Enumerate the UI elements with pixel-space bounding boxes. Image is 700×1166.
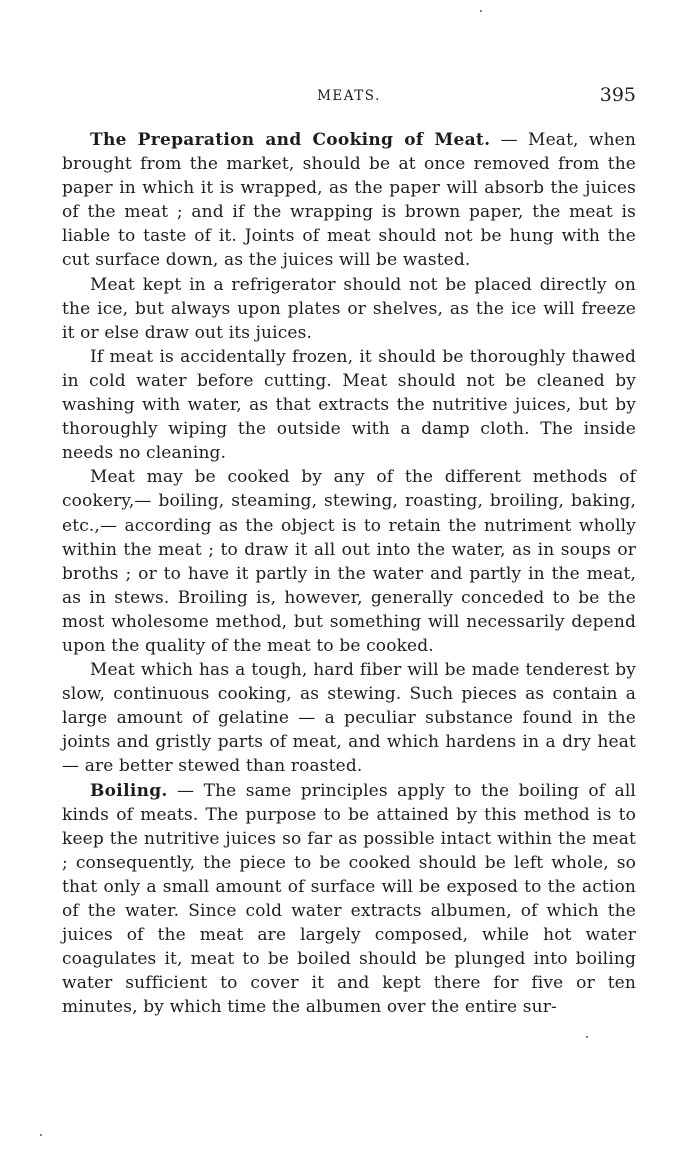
paragraph-cooking-methods bbox=[62, 465, 636, 658]
page-content bbox=[62, 84, 636, 1019]
page-number: 395 bbox=[599, 84, 636, 106]
page-header bbox=[62, 84, 636, 112]
paragraph-text: — Meat, when brought from the market, should be at once removed from the paper in which it is wrapped, as the paper will absorb the juices of the meat ; and if the wrapping is brown paper, the meat is liable to taste of it. Joints of meat should not be hung with the cut surface down, as the juices will be wasted. bbox=[62, 130, 636, 271]
paragraph-text: — The same principles apply to the boiling of all kinds of meats. The purpose to be attained by this method is to keep the nutritive juices so far as possible intact within the meat ; consequently, the piece to be cooked should be left whole, so that only a small amount of surface will be exposed to the action of the water. Since cold water extracts albumen, of which the juices of the meat are largely composed, while hot water coagulates it, meat to be boiled should be plunged into boiling water sufficient to cover it and kept there for five or ten minutes, by which time the albumen over the entire sur- bbox=[62, 780, 636, 1018]
print-speck bbox=[480, 10, 482, 12]
paragraph-text: Meat kept in a refrigerator should not be placed directly on the ice, but always upon plates or shelves, as the ice will freeze it or else draw out its juices. bbox=[62, 274, 636, 343]
print-speck bbox=[586, 1036, 588, 1038]
paragraph-refrigerator bbox=[62, 273, 636, 345]
paragraph-meat-preparation bbox=[62, 128, 636, 273]
paragraph-text: If meat is accidentally frozen, it should be thoroughly thawed in cold water before cutting. Meat should not be cleaned by washing with water, as that extracts the nutritive juices, but by thoroughly wiping the outside with a damp cloth. The inside needs no cleaning. bbox=[62, 346, 636, 464]
paragraph-frozen-meat bbox=[62, 345, 636, 465]
paragraph-tough-meat bbox=[62, 658, 636, 778]
print-speck bbox=[40, 1134, 42, 1136]
paragraph-boiling bbox=[62, 779, 636, 1020]
paragraph-text: Meat may be cooked by any of the different methods of cookery,— boiling, steaming, stewing, roasting, broiling, baking, etc.,— according as the object is to retain the nutriment wholly within the meat ; to draw it all out into the water, as in soups or broths ; or to have it partly in the water and partly in the meat, as in stews. Broiling is, however, generally conceded to be the most wholesome method, but something will necessarily depend upon the quality of the meat to be cooked. bbox=[62, 467, 636, 656]
section-heading-boiling: Boiling. bbox=[90, 780, 168, 801]
section-heading-preparation: The Preparation and Cooking of Meat. bbox=[90, 130, 491, 150]
paragraph-text: Meat which has a tough, hard fiber will be made tenderest by slow, continuous cooking, as stewing. Such pieces as contain a large amount of gelatine — a peculiar substance found in the joints and gristly parts of meat, and which hardens in a dry heat — are better stewed than roasted. bbox=[62, 660, 636, 777]
running-title: MEATS. bbox=[317, 88, 381, 104]
body-text bbox=[62, 128, 636, 1019]
